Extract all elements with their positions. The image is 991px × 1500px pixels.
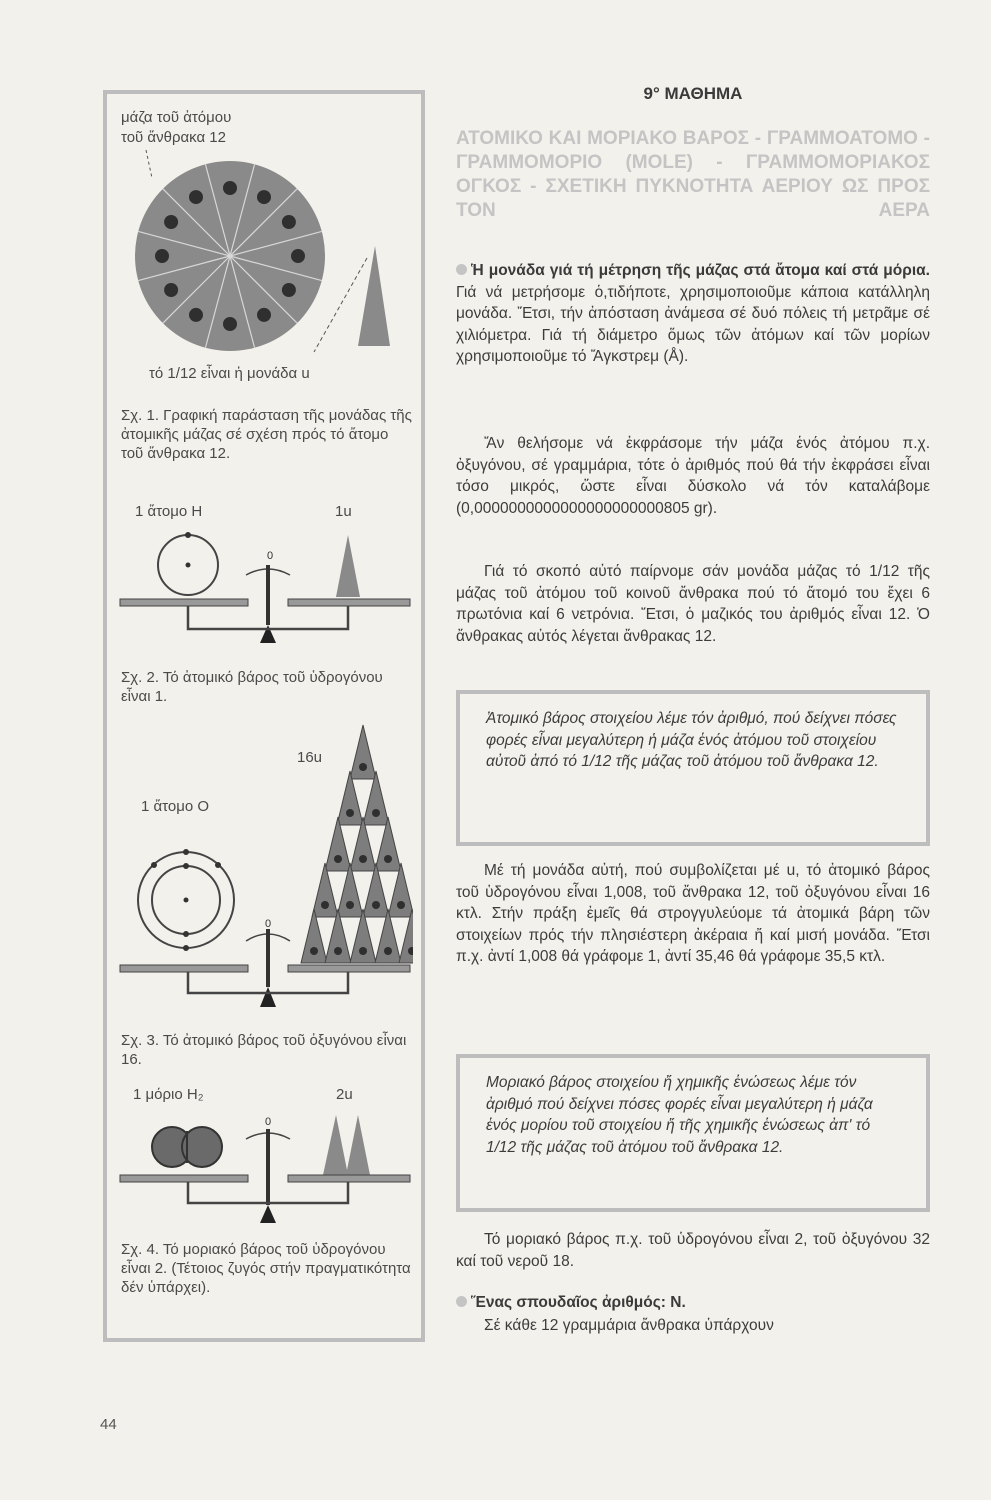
molecular-weight-paragraph: Τό μοριακό βάρος π.χ. τοῦ ὑδρογόνου εἶναι 2, τοῦ ὀξυγόνου 32 καί τοῦ νεροῦ 18. <box>456 1231 930 1270</box>
carbon-disc-diagram <box>110 148 410 358</box>
nucleon-dot <box>359 947 367 955</box>
nucleon-dot <box>346 809 354 817</box>
nucleon-dot <box>359 855 367 863</box>
definition-atomic-weight: Ἀτομικό βάρος στοιχείου λέμε τόν ἀριθμό, πού δείχνει πόσες φορές εἶναι μεγαλύτερη ἡ μάζα ἑνός ἀτόμου τοῦ στοιχείου αὐτοῦ ἀπό τό 1/12 τῆς μάζας τοῦ ἀτόμου τοῦ ἄνθρακα 12. <box>456 690 930 846</box>
nucleon-dot <box>189 190 203 204</box>
lesson-heading: 9° ΜΑΘΗΜΑ <box>643 84 743 103</box>
section1-text1: Γιά νά μετρήσομε ὁ,τιδήποτε, χρησιμοποιοῦμε κάποια κατάλληλη μονάδα. Ἔτσι, τήν ἀπόσταση ἀνάμεσα σέ δυό πόλεις τή μετρᾶμε σέ χιλιόμετρα. Γιά τή διάμετρο ὅμως τῶν ἀτόμων καί τῶν μορίων χρησιμοποιοῦμε τό Ἄγκστρεμ (Å). <box>456 283 930 365</box>
fig2-caption: Σχ. 2. Τό ἀτομικό βάρος τοῦ ὑδρογόνου εἶναι 1. <box>121 669 383 705</box>
nucleon-dot <box>257 190 271 204</box>
unit-paragraph: Μέ τή μονάδα αὐτή, πού συμβολίζεται μέ u, τό ἀτομικό βάρος τοῦ ὑδρογόνου εἶναι 1,008, τοῦ ἄνθρακα 12, τοῦ ὀξυγόνου εἶναι 16 κτλ. Στήν πράξη ἐμεῖς θά στρογγυλεύομε τά ἀτομικά βάρη τῶν στοιχείων πρός τήν πλησιέστερη ἀκέραια ἤ καί μισή μονάδα. Ἔτσι π.χ. ἀντί 1,008 θά γράφομε 1, ἀντί 35,46 θά γράφομε 35,5 κτλ. <box>456 862 930 965</box>
svg-text:0: 0 <box>265 1116 272 1128</box>
section1-text2: Ἄν θελήσομε νά ἐκφράσομε τήν μάζα ἑνός ἀτόμου π.χ. ὀξυγόνου, σέ γραμμάρια, τότε ὁ ἀριθμός πού θά τήν ἐκφράσει εἶναι τόσο μικρός, ὥστε εἶναι δύσκολο νά τόν καταλάβομε (0,0000000000000000000000805 gr). <box>456 435 930 517</box>
section1-text3: Γιά τό σκοπό αὐτό παίρνομε σάν μονάδα μάζας τό 1/12 τῆς μάζας τοῦ ἀτόμου τοῦ κοινοῦ ἄνθρακα πού τό ἄτομό του ἔχει 6 πρωτόνια καί 6 νετρόνια. Ἔτσι, ὁ μαζικός του ἀριθμός εἶναι 12. Ὁ ἄνθρακας αὐτός λέγεται ἄνθρακας 12. <box>456 563 930 645</box>
fig1-label-carbon: τοῦ ἄνθρακα 12 <box>121 129 226 146</box>
nucleon-dot <box>291 249 305 263</box>
fig4-mol-label: 1 μόριο H₂ <box>133 1086 204 1103</box>
section2-heading-line <box>456 1292 930 1314</box>
nucleon-dot <box>282 215 296 229</box>
nucleon-dot <box>164 215 178 229</box>
page-number: 44 <box>100 1416 117 1433</box>
fig3-atom-label: 1 ἄτομο Ο <box>141 798 210 815</box>
bullet-icon <box>456 264 467 275</box>
fig4-unit-label: 2u <box>336 1086 353 1103</box>
nucleon-dot <box>164 283 178 297</box>
section1-paragraph <box>456 260 930 368</box>
nucleon-dot <box>346 901 354 909</box>
nucleon-dot <box>189 308 203 322</box>
nucleon-dot <box>223 181 237 195</box>
definition-molecular-weight: Μοριακό βάρος στοιχείου ἤ χημικῆς ἑνώσεως λέμε τόν ἀριθμό πού δείχνει πόσες φορές εἶναι μεγαλύτερη ἡ μάζα ἑνός μορίου τοῦ στοιχείου ἤ τῆς χημικῆς ἑνώσεως ἀπ' τό 1/12 τῆς μάζας τοῦ ἀτόμου τοῦ ἄνθρακα 12. <box>456 1054 930 1212</box>
nucleon-dot <box>223 317 237 331</box>
fig1-label-unit: τό 1/12 εἶναι ἡ μονάδα u <box>149 365 310 382</box>
nucleon-dot <box>384 947 392 955</box>
nucleon-dot <box>257 308 271 322</box>
nucleon-dot <box>359 763 367 771</box>
nucleon-dot <box>372 809 380 817</box>
nucleon-dot <box>372 901 380 909</box>
nucleon-dot <box>155 249 169 263</box>
nucleon-dot <box>397 901 405 909</box>
bullet-icon <box>456 1296 467 1307</box>
nucleon-dot <box>334 947 342 955</box>
nucleon-dot <box>310 947 318 955</box>
page-title: ΑΤΟΜΙΚΟ ΚΑΙ ΜΟΡΙΑΚΟ ΒΑΡΟΣ - ΓΡΑΜΜΟΑΤΟΜΟ - ΓΡΑΜΜΟΜΟΡΙΟ (MOLE) - ΓΡΑΜΜΟΜΟΡΙΑΚΟΣ ΟΓΚΟΣ - ΣΧΕΤΙΚΗ ΠΥΚΝΟΤΗΤΑ ΑΕΡΙΟΥ ΩΣ ΠΡΟΣ ΤΟΝ ΑΕΡΑ <box>456 128 930 221</box>
fig2-balance <box>118 525 413 650</box>
fig2-atom-label: 1 ἄτομο Η <box>135 503 203 520</box>
fig1-caption: Σχ. 1. Γραφική παράσταση τῆς μονάδας τῆς ἀτομικῆς μάζας σέ σχέση πρός τό ἄτομο τοῦ ἄνθρακα 12. <box>121 407 412 462</box>
fig3-unit-label: 16u <box>297 749 323 766</box>
svg-text:0: 0 <box>265 918 272 930</box>
fig3-balance <box>118 715 413 1015</box>
svg-text:0: 0 <box>267 550 274 562</box>
nucleon-dot <box>282 283 296 297</box>
section1-heading: Ἡ μονάδα γιά τή μέτρηση τῆς μάζας στά ἄτομα καί στά μόρια. <box>471 262 930 279</box>
fig3-caption: Σχ. 3. Τό ἀτομικό βάρος τοῦ ὀξυγόνου εἶναι 16. <box>121 1032 407 1068</box>
section2-text: Σέ κάθε 12 γραμμάρια ἄνθρακα ὑπάρχουν <box>484 1317 774 1334</box>
nucleon-dot <box>334 855 342 863</box>
section2-heading: Ἕνας σπουδαῖος ἀριθμός: Ν. <box>471 1294 686 1311</box>
nucleon-dot <box>384 855 392 863</box>
nucleon-dot <box>321 901 329 909</box>
fig4-caption: Σχ. 4. Τό μοριακό βάρος τοῦ ὑδρογόνου εἶναι 2. (Τέτοιος ζυγός στήν πραγματικότητα δέν ὑπάρχει). <box>121 1241 411 1296</box>
fig2-unit-label: 1u <box>335 503 352 520</box>
fig4-balance <box>118 1105 413 1230</box>
fig1-label-mass: μάζα τοῦ ἀτόμου <box>121 109 232 126</box>
